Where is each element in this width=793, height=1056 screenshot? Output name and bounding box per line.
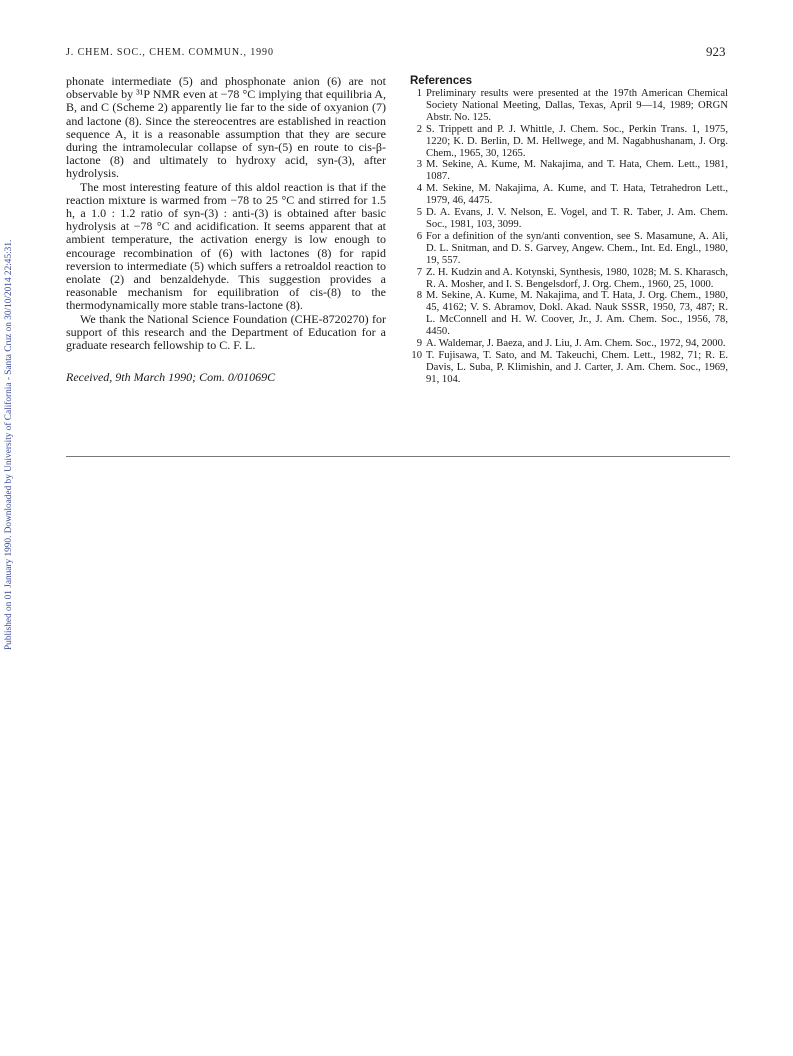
reference-item [410,159,728,183]
reference-number: 7 [416,266,422,278]
reference-item [410,350,728,386]
reference-item [410,290,728,338]
reference-text: M. Sekine, A. Kume, M. Nakajima, and T. Hata, Chem. Lett., 1981, 1087. [426,159,728,183]
reference-number: 6 [416,230,422,242]
reference-number: 1 [416,88,422,99]
main-text-column [66,75,386,384]
reference-text: M. Sekine, A. Kume, M. Nakajima, and T. Hata, J. Org. Chem., 1980, 45, 4162; V. S. Abramov, Dokl. Akad. Nauk SSSR, 1950, 73, 487; R. L. McConnell and H. W. Coover, Jr., J. Am. Chem. Soc., 1956, 78, 4450. [426,290,728,338]
reference-item [410,183,728,207]
page-number: 923 [706,44,726,59]
reference-text: For a definition of the syn/anti convention, see S. Masamune, A. Ali, D. L. Snitman, and D. S. Garvey, Angew. Chem., Int. Ed. Engl., 1980, 19, 557. [426,230,728,266]
reference-text: S. Trippett and P. J. Whittle, J. Chem. Soc., Perkin Trans. 1, 1975, 1220; K. D. Berlin, D. M. Hellwege, and M. Nagabhushanam, J. Org. Chem., 1965, 30, 1265. [426,123,728,159]
reference-item [410,207,728,231]
references-column [410,75,728,386]
reference-item [410,88,728,124]
reference-number: 10 [411,349,422,361]
reference-text: Z. H. Kudzin and A. Kotynski, Synthesis, 1980, 1028; M. S. Kharasch, R. A. Mosher, and I. S. Bengelsdorf, J. Org. Chem., 1960, 25, 1000. [426,266,728,290]
reference-text: M. Sekine, M. Nakajima, A. Kume, and T. Hata, Tetrahedron Lett., 1979, 46, 4475. [426,183,728,207]
reference-text: Preliminary results were presented at the 197th American Chemical Society National Meeting, Dallas, Texas, April 9—14, 1989; ORGN Abstr. No. 125. [426,88,728,123]
reference-number: 8 [416,290,422,302]
bottom-divider [66,456,730,457]
reference-number: 4 [416,183,422,195]
download-watermark: Published on 01 January 1990. Downloaded by University of California - Santa Cruz on 30/10/2014 22:45:31. [4,239,14,650]
reference-item [410,231,728,267]
references-heading: References [410,75,473,87]
reference-number: 3 [416,159,422,171]
reference-text: T. Fujisawa, T. Sato, and M. Takeuchi, Chem. Lett., 1982, 71; R. E. Davis, L. Suba, P. Klimishin, and J. Carter, J. Am. Chem. Soc., 1969, 91, 104. [426,349,728,385]
reference-number: 9 [416,338,422,350]
running-head: J. CHEM. SOC., CHEM. COMMUN., 1990 [66,47,274,58]
references-list [410,88,728,386]
reference-item [410,267,728,291]
paragraph-acknowledgements: We thank the National Science Foundation (CHE-8720270) for support of this research and the Department of Education for a graduate research fellowship to C. F. L. [66,311,386,353]
reference-text: A. Waldemar, J. Baeza, and J. Liu, J. Am. Chem. Soc., 1972, 94, 2000. [426,338,726,350]
received-line: Received, 9th March 1990; Com. 0/01069C [66,370,276,385]
reference-item [410,338,728,350]
reference-text: D. A. Evans, J. V. Nelson, E. Vogel, and T. R. Taber, J. Am. Chem. Soc., 1981, 103, 3099. [426,207,728,230]
paragraph-1: phonate intermediate (5) and phosphonate anion (6) are not observable by ³¹P NMR even at −78 °C implying that equilibria A, B, and C (Scheme 2) apparently lie far to the side of oxyanion (7) and lactone (8). Since the stereocentres are established in reaction sequence A, it is a reasonable assumption that they are secure during the intramolecular collapse of syn-(5) en route to cis-β-lactone (8) and ultimately to hydroxy acid, syn-(3), after hydrolysis. [66,74,386,181]
reference-number: 2 [416,123,422,135]
reference-number: 5 [416,207,422,219]
paragraph-2: The most interesting feature of this aldol reaction is that if the reaction mixture is warmed from −78 to 25 °C and stirred for 1.5 h, a 1.0 : 1.2 ratio of syn-(3) : anti-(3) is obtained after basic hydrolysis at −78 °C and acidification. It seems apparent that at ambient temperature, the activation energy is low enough to encourage recombination of (6) with lactones (8) for rapid reversion to intermediate (5) which suffers a retroaldol reaction to enolate (2) and benzaldehyde. This suggestion provides a reasonable mechanism for equilibration of cis-(8) to the thermodynamically more stable trans-lactone (8). [66,179,386,313]
reference-item [410,124,728,160]
